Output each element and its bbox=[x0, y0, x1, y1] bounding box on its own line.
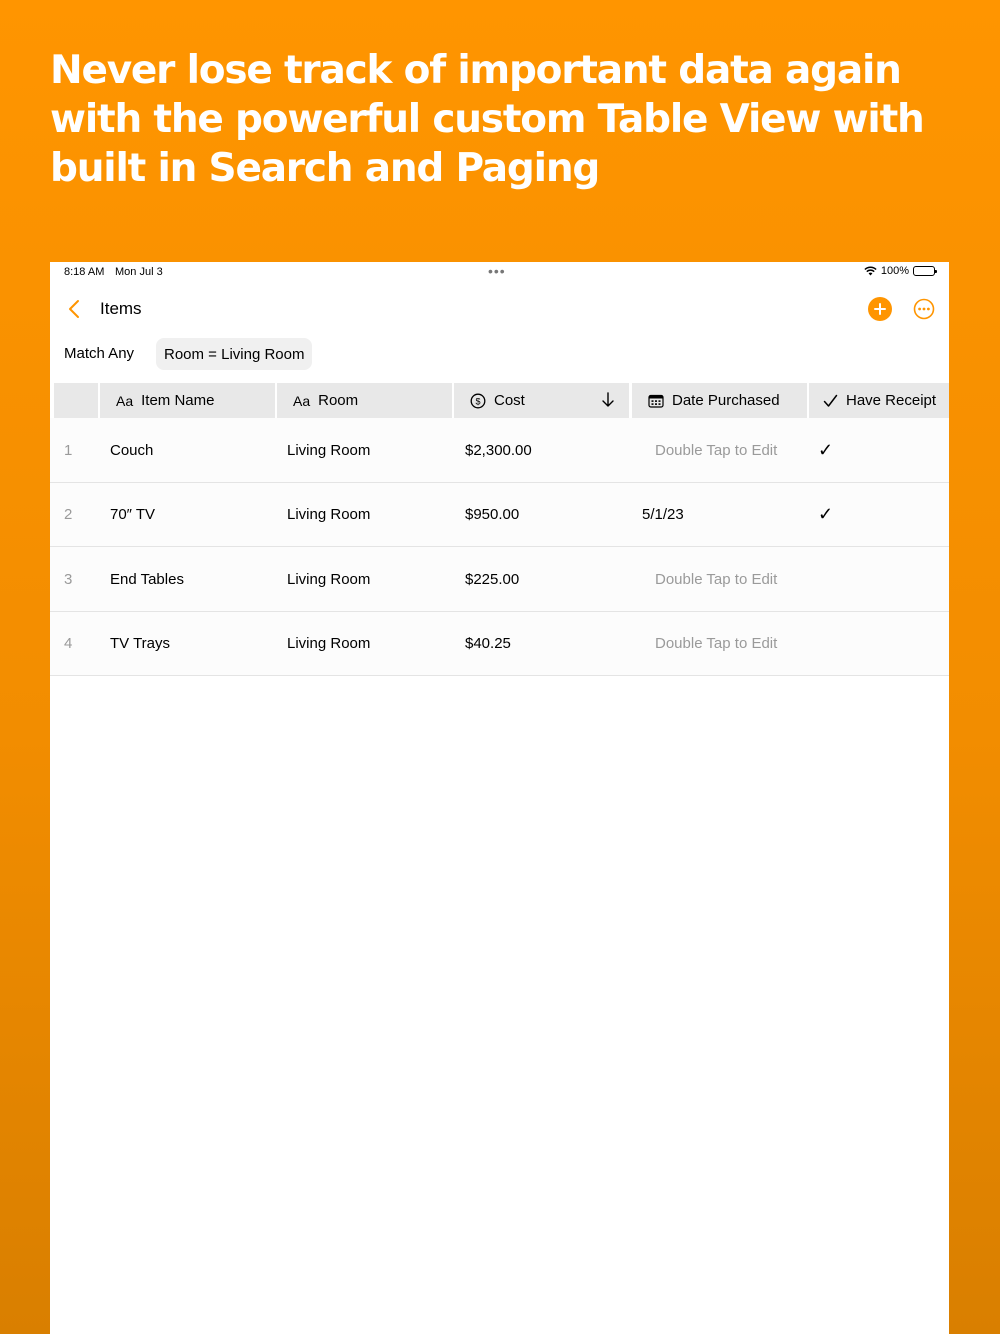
dollar-circle-icon bbox=[470, 393, 486, 409]
status-bar bbox=[50, 262, 949, 282]
promo-headline: Never lose track of important data again with the powerful custom Table View with built in Search and Paging bbox=[50, 48, 924, 191]
text-type-icon: Aa bbox=[116, 392, 134, 409]
chevron-left-icon bbox=[68, 299, 80, 319]
cell-cost[interactable]: $225.00 bbox=[465, 570, 520, 588]
plus-circle-icon bbox=[874, 303, 886, 315]
status-time: 8:18 AM bbox=[64, 266, 105, 278]
multitasking-dots-icon[interactable]: ••• bbox=[488, 263, 506, 279]
battery-percent: 100% bbox=[880, 265, 909, 277]
table-row[interactable] bbox=[50, 483, 949, 548]
table-row[interactable] bbox=[50, 612, 949, 677]
navigation-bar bbox=[50, 292, 949, 326]
column-header-date-purchased[interactable] bbox=[632, 383, 807, 418]
cell-have-receipt[interactable] bbox=[818, 418, 833, 482]
calendar-icon bbox=[648, 394, 664, 408]
cell-date-purchased[interactable]: Double Tap to Edit bbox=[655, 635, 778, 652]
more-options-button[interactable] bbox=[912, 297, 936, 321]
svg-text:$: $ bbox=[475, 395, 481, 406]
column-header-room[interactable] bbox=[277, 383, 452, 418]
text-type-icon: Aa bbox=[293, 392, 311, 409]
cell-item-name[interactable]: TV Trays bbox=[110, 635, 171, 652]
ipad-screen bbox=[50, 262, 949, 1334]
column-header-label: Have Receipt bbox=[846, 392, 937, 409]
table-row[interactable] bbox=[50, 418, 949, 483]
row-number-header bbox=[54, 383, 98, 418]
cell-room[interactable]: Living Room bbox=[287, 506, 371, 523]
cell-date-purchased[interactable]: Double Tap to Edit bbox=[655, 441, 778, 459]
cell-date-purchased[interactable]: Double Tap to Edit bbox=[655, 570, 778, 588]
cell-room[interactable]: Living Room bbox=[287, 635, 371, 652]
cell-room[interactable]: Living Room bbox=[287, 441, 371, 459]
table-row[interactable] bbox=[50, 547, 949, 612]
cell-date-purchased[interactable]: 5/1/23 bbox=[642, 506, 684, 523]
back-button[interactable] bbox=[62, 296, 86, 322]
column-header-label: Room bbox=[318, 392, 359, 409]
match-mode-toggle[interactable]: Match Any bbox=[64, 345, 135, 362]
cell-room[interactable]: Living Room bbox=[287, 570, 371, 588]
filter-chip[interactable]: Room = Living Room bbox=[156, 338, 312, 370]
status-right bbox=[864, 265, 935, 277]
column-header-label: Date Purchased bbox=[672, 392, 780, 409]
ellipsis-circle-icon bbox=[913, 298, 935, 320]
wifi-icon bbox=[864, 266, 877, 276]
row-number: 3 bbox=[64, 570, 73, 588]
column-header-cost[interactable] bbox=[454, 383, 629, 418]
items-table bbox=[50, 383, 949, 676]
filter-bar bbox=[50, 338, 949, 370]
column-header-label: Cost bbox=[494, 392, 525, 409]
row-number: 4 bbox=[64, 635, 73, 652]
row-number: 2 bbox=[64, 506, 73, 523]
cell-cost[interactable]: $2,300.00 bbox=[465, 441, 532, 459]
cell-item-name[interactable]: End Tables bbox=[110, 570, 184, 588]
page-title: Items bbox=[100, 299, 142, 318]
row-number: 1 bbox=[64, 441, 73, 459]
battery-icon bbox=[913, 266, 935, 276]
column-header-item-name[interactable] bbox=[100, 383, 275, 418]
column-header-have-receipt[interactable] bbox=[809, 383, 949, 418]
cell-item-name[interactable]: 70″ TV bbox=[110, 506, 156, 523]
status-date: Mon Jul 3 bbox=[115, 266, 163, 278]
column-header-label: Item Name bbox=[141, 392, 215, 409]
checkmark-icon bbox=[823, 394, 838, 408]
cell-cost[interactable]: $950.00 bbox=[465, 506, 520, 523]
cell-item-name[interactable]: Couch bbox=[110, 441, 154, 459]
table-body bbox=[50, 418, 949, 676]
cell-have-receipt[interactable] bbox=[818, 483, 833, 547]
sort-descending-icon[interactable] bbox=[601, 392, 615, 412]
table-header bbox=[50, 383, 949, 418]
receipt-checkmark-icon: ✓ bbox=[818, 504, 834, 524]
cell-cost[interactable]: $40.25 bbox=[465, 635, 511, 652]
add-item-button[interactable] bbox=[868, 297, 892, 321]
receipt-checkmark-icon: ✓ bbox=[818, 439, 834, 460]
